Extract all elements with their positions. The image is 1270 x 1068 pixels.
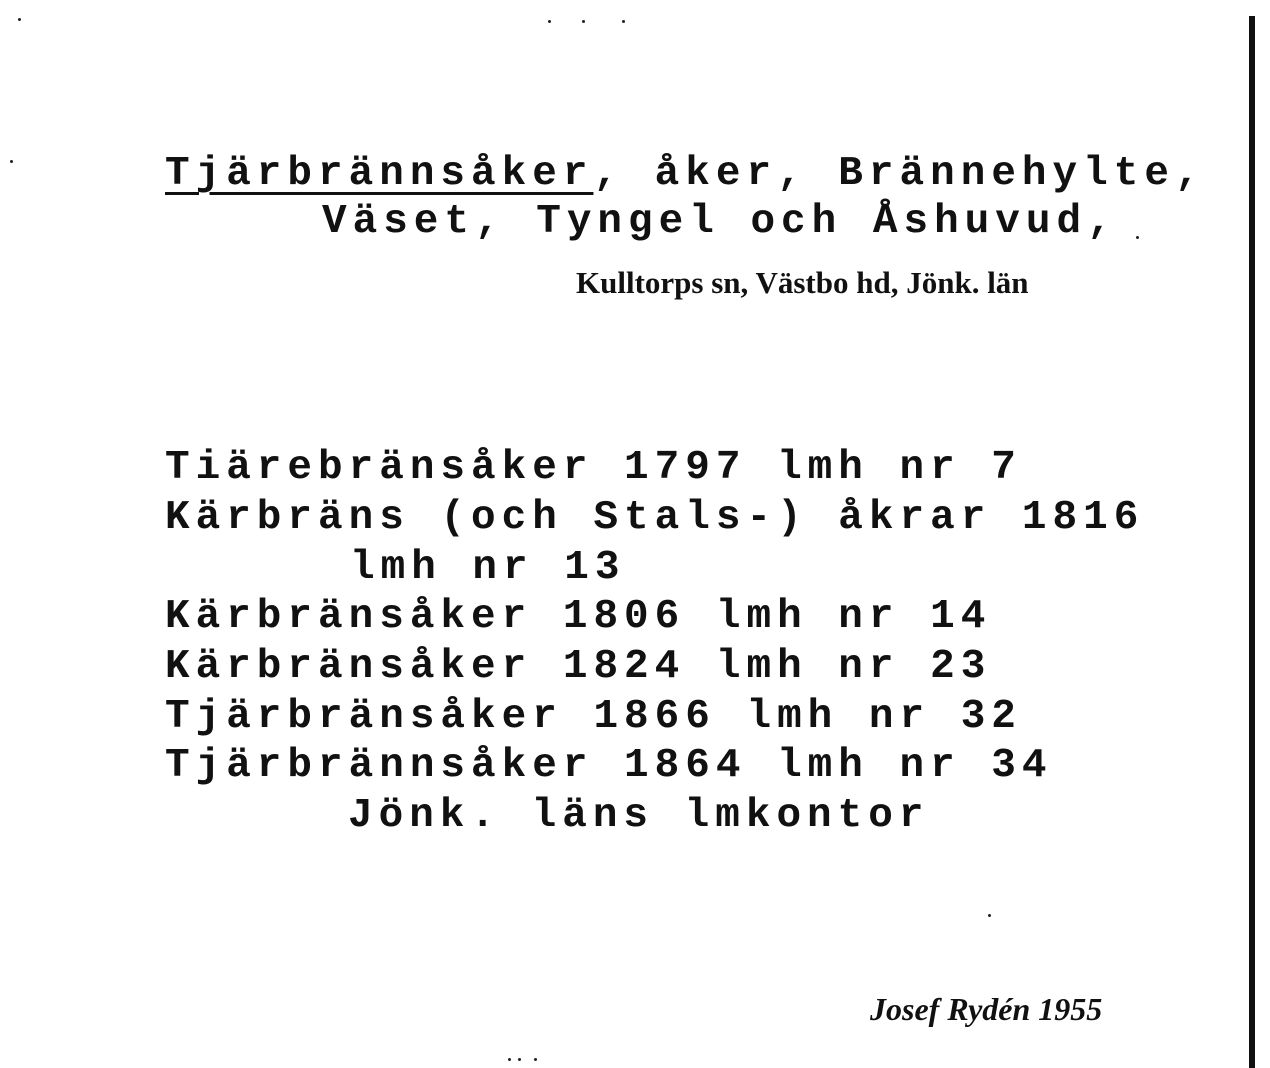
place-name: Tjärbrännsåker bbox=[165, 151, 594, 197]
record-line: Tiärebränsåker 1797 lmh nr 7 bbox=[165, 445, 1022, 491]
record-line: Kärbränsåker 1806 lmh nr 14 bbox=[165, 594, 992, 640]
heading-line-2: Väset, Tyngel och Åshuvud, bbox=[322, 199, 1118, 245]
scan-speck bbox=[988, 914, 991, 917]
scan-speck bbox=[582, 20, 585, 23]
record-line: lmh nr 13 bbox=[350, 545, 626, 591]
scan-speck bbox=[548, 20, 551, 23]
record-line: Tjärbrännsåker 1864 lmh nr 34 bbox=[165, 743, 1053, 789]
location-line: Kulltorps sn, Västbo hd, Jönk. län bbox=[576, 265, 1029, 300]
scan-speck bbox=[18, 18, 21, 21]
card-edge-line bbox=[1249, 16, 1255, 1068]
record-line: Kärbränsåker 1824 lmh nr 23 bbox=[165, 644, 992, 690]
scan-speck bbox=[1136, 236, 1139, 239]
record-line: Kärbräns (och Stals-) åkrar 1816 bbox=[165, 495, 1145, 541]
scan-speck bbox=[508, 1058, 511, 1061]
scan-speck bbox=[518, 1058, 521, 1061]
scan-speck bbox=[534, 1058, 537, 1061]
scan-speck bbox=[10, 160, 13, 163]
scan-speck bbox=[622, 20, 625, 23]
place-variants: , åker, Brännehylte, bbox=[593, 151, 1206, 197]
archive-line: Jönk. läns lmkontor bbox=[348, 793, 930, 839]
heading-line-1 bbox=[165, 151, 1206, 197]
signature: Josef Rydén 1955 bbox=[870, 991, 1103, 1027]
record-line: Tjärbränsåker 1866 lmh nr 32 bbox=[165, 694, 1022, 740]
